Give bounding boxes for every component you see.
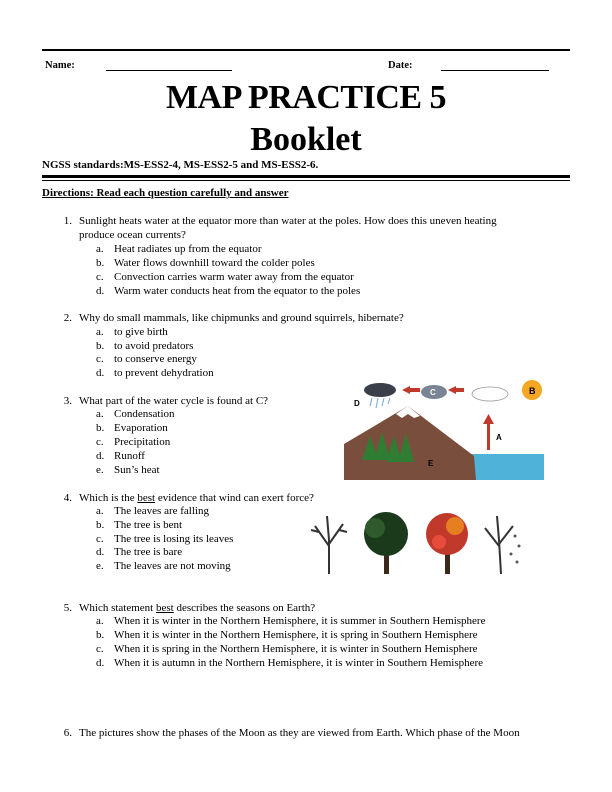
answer-option[interactable]: a. Heat radiates up from the equator xyxy=(96,243,262,255)
top-rule xyxy=(42,49,570,51)
answer-option[interactable]: d. Runoff xyxy=(96,450,145,462)
answer-option[interactable]: a. Condensation xyxy=(96,408,175,420)
question-text: produce ocean currents? xyxy=(79,229,186,241)
question-text: Which is the best evidence that wind can exert force? xyxy=(79,492,314,504)
question-number: 2. xyxy=(63,312,72,324)
question-text: Sunlight heats water at the equator more than water at the poles. How does this uneven heating xyxy=(79,215,497,227)
page-title: MAP PRACTICE 5 xyxy=(165,79,447,116)
answer-option[interactable]: c. to conserve energy xyxy=(96,353,197,365)
ocean xyxy=(464,454,544,480)
label-a: A xyxy=(496,433,502,442)
answer-option[interactable]: c. The tree is losing its leaves xyxy=(96,533,234,545)
answer-option[interactable]: d. to prevent dehydration xyxy=(96,367,214,379)
answer-option[interactable]: c. When it is spring in the Northern Hemisphere, it is winter in Southern Hemisphere xyxy=(96,643,478,655)
answer-option[interactable]: b. The tree is bent xyxy=(96,519,183,531)
answer-option[interactable]: b. to avoid predators xyxy=(96,340,194,352)
answer-option[interactable]: d. When it is autumn in the Northern Hemisphere, it is winter in Southern Hemisphere xyxy=(96,657,484,669)
answer-option[interactable]: c. Precipitation xyxy=(96,436,171,448)
date-blank[interactable] xyxy=(441,70,549,71)
thick-rule xyxy=(42,175,570,178)
question-number: 1. xyxy=(63,215,72,227)
thin-rule xyxy=(42,180,570,181)
water-cycle-diagram xyxy=(344,376,544,480)
answer-option[interactable]: b. Water flows downhill toward the colder poles xyxy=(96,257,315,269)
question-text: What part of the water cycle is found at C? xyxy=(79,395,269,407)
name-label: Name: xyxy=(45,60,75,71)
answer-option[interactable]: d. The tree is bare xyxy=(96,546,183,558)
answer-option[interactable]: a. When it is winter in the Northern Hemisphere, it is summer in Southern Hemisphere xyxy=(96,615,486,627)
question-number: 6. xyxy=(63,727,72,739)
question-text: Which statement best describes the seasons on Earth? xyxy=(79,602,316,614)
question-number: 5. xyxy=(63,602,72,614)
answer-option[interactable]: e. The leaves are not moving xyxy=(96,560,231,572)
answer-option[interactable]: b. When it is winter in the Northern Hemisphere, it is spring in Southern Hemisphere xyxy=(96,629,478,641)
trees-background xyxy=(305,506,523,578)
answer-option[interactable]: e. Sun’s heat xyxy=(96,464,160,476)
standards-line: NGSS standards:MS-ESS2-4, MS-ESS2-5 and MS-ESS2-6. xyxy=(42,159,319,171)
label-c: C xyxy=(430,388,436,397)
page-subtitle: Booklet xyxy=(250,121,362,158)
answer-option[interactable]: a. to give birth xyxy=(96,326,168,338)
question-text: Why do small mammals, like chipmunks and ground squirrels, hibernate? xyxy=(79,312,404,324)
answer-option[interactable]: d. Warm water conducts heat from the equator to the poles xyxy=(96,285,361,297)
date-label: Date: xyxy=(388,60,413,71)
answer-option[interactable]: c. Convection carries warm water away from the equator xyxy=(96,271,354,283)
answer-option[interactable]: b. Evaporation xyxy=(96,422,168,434)
answer-option[interactable]: a. The leaves are falling xyxy=(96,505,209,517)
directions: Directions: Read each question carefully and answer xyxy=(42,187,289,199)
name-blank[interactable] xyxy=(106,70,232,71)
white-cloud xyxy=(472,387,508,401)
label-d: D xyxy=(354,399,360,408)
trees-figure xyxy=(305,506,523,578)
rain-cloud xyxy=(364,383,396,397)
question-number: 3. xyxy=(63,395,72,407)
question-number: 4. xyxy=(63,492,72,504)
question-text: The pictures show the phases of the Moon as they are viewed from Earth. Which phase of the Moon xyxy=(79,727,520,739)
label-e: E xyxy=(428,459,434,468)
label-b: B xyxy=(529,386,536,396)
